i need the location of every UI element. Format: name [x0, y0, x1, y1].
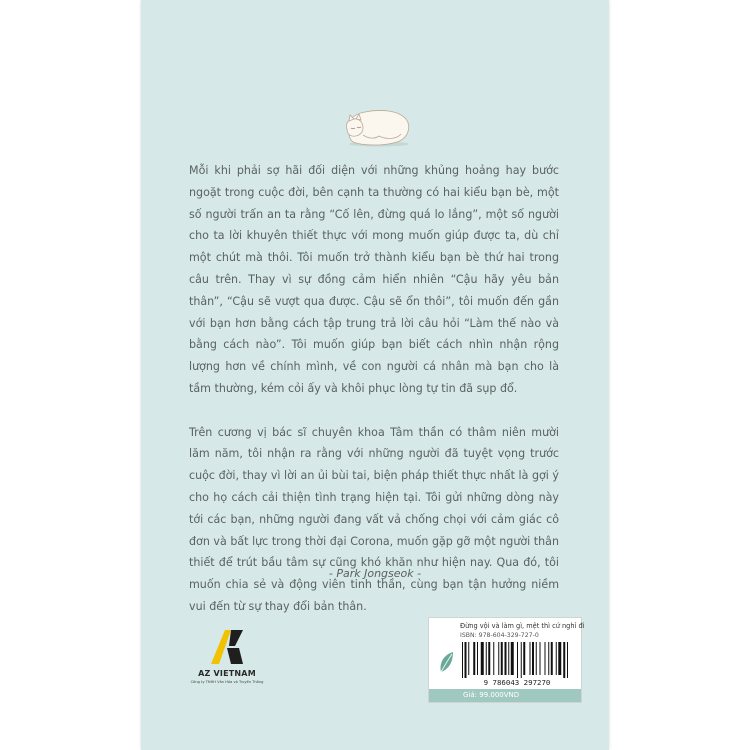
- price-band: [429, 689, 581, 702]
- price-text: Giá: 99.000VND: [463, 691, 520, 699]
- book-back-cover: [141, 0, 609, 750]
- az-logo-icon: [209, 628, 245, 666]
- sleeping-cat-illustration: [339, 102, 415, 148]
- publisher-tagline: Công ty TNHH Văn Hóa và Truyền Thông: [190, 680, 264, 684]
- blurb-text: [189, 160, 559, 618]
- leaf-icon: [437, 650, 455, 674]
- isbn-text: ISBN: 978-604-329-727-0: [460, 632, 539, 639]
- barcode-bars: [460, 642, 576, 678]
- publisher-name: AZ VIETNAM: [198, 669, 256, 678]
- publisher-logo: [189, 628, 279, 688]
- author-signature: - Park Jongseok -: [328, 567, 422, 580]
- barcode-digits: 9 786043 297270: [483, 678, 551, 687]
- barcode-book-title: Đừng vội và làm gì, mệt thì cứ nghỉ đi: [460, 622, 585, 630]
- blurb-paragraph-2: Trên cương vị bác sĩ chuyên khoa Tâm thần có thâm niên mười lăm năm, tôi nhận ra rằng với những người đã tuyệt vọng trước cuộc đời, thay vì lời an ủi bùi tai, biện pháp thiết thực nhất là gợi ý cho họ cách cải thiện tình trạng hiện tại. Tôi gửi những dòng này tới các bạn, những người đang vất vả chống chọi với cảm giác cô đơn và bất lực trong thời đại Corona, muốn gặp gỡ một người thân thiết để trút bầu tâm sự cũng khó khăn như hiện nay. Qua đó, tôi muốn chia sẻ và động viên tinh thần, cùng bạn tận hưởng niềm vui đến từ sự thay đổi bản thân.: [189, 425, 559, 613]
- blurb-paragraph-1: Mỗi khi phải sợ hãi đối diện với những khủng hoảng hay bước ngoặt trong cuộc đời, bên cạnh ta thường có hai kiểu bạn bè, một số người trấn an ta rằng “Cố lên, đừng quá lo lắng”, một số người cho ta lời khuyên thiết thực với mong muốn giúp được ta, dù chỉ một chút mà thôi. Tôi muốn trở thành kiểu bạn bè thứ hai trong câu trên. Thay vì sự đồng cảm hiển nhiên “Cậu hãy yêu bản thân”, “Cậu sẽ vượt qua được. Cậu sẽ ổn thôi”, tôi muốn đến gần với bạn hơn bằng cách tập trung trả lời câu hỏi “Làm thế nào và bằng cách nào”. Tôi muốn giúp bạn biết cách nhìn nhận rộng lượng hơn về chính mình, về con người cá nhân mà bạn cho là tầm thường, kém cỏi ấy và khôi phục lòng tự tin đã sụp đổ.: [189, 164, 559, 395]
- barcode-label: [428, 617, 585, 703]
